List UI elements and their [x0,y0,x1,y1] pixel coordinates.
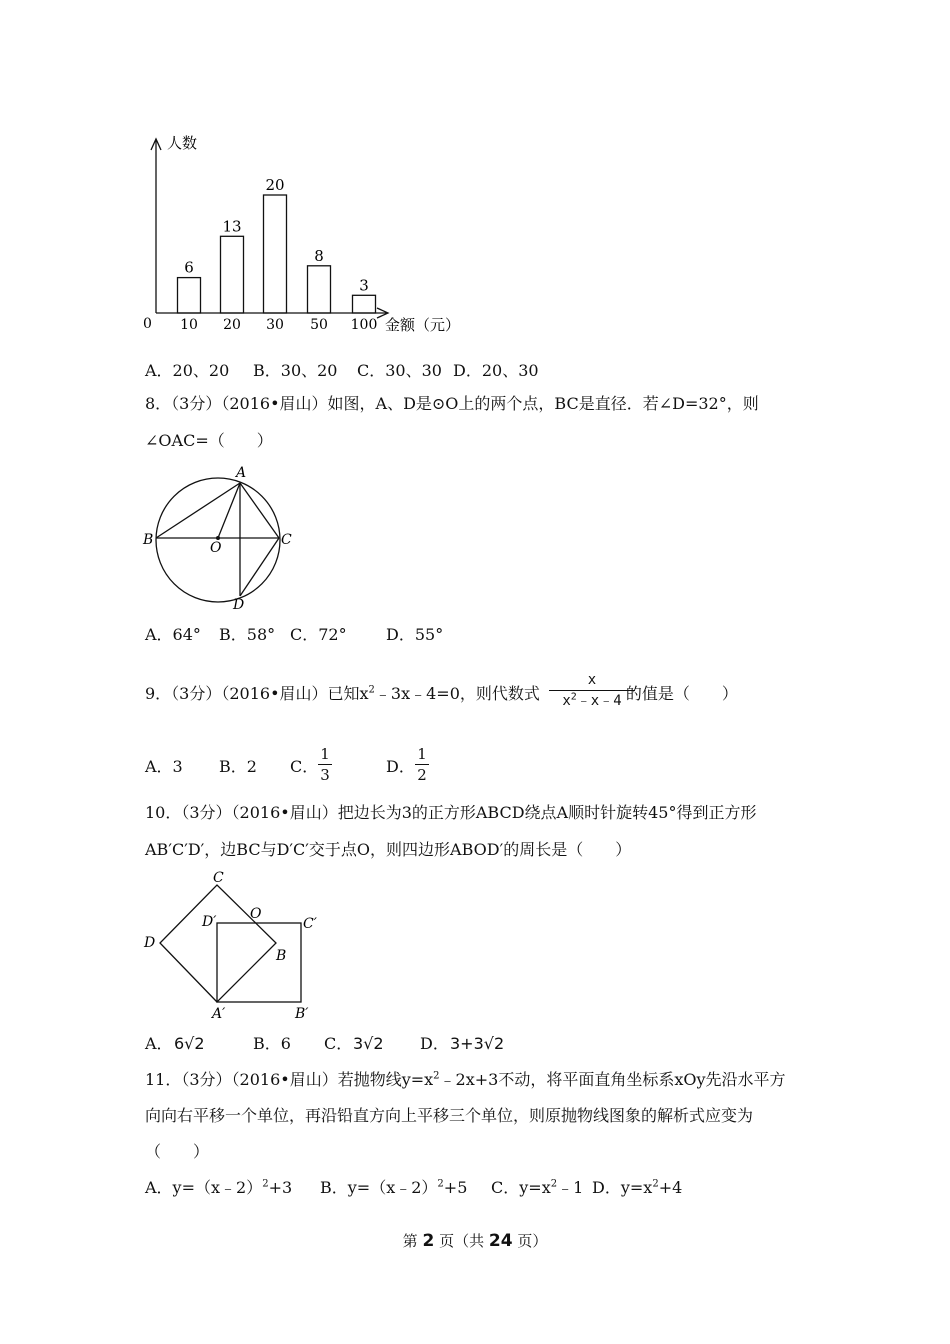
label-d: D [233,597,245,613]
bar-value-label: 6 [184,258,194,277]
q11-option-d: D．$y=x^2+4$ [592,1178,683,1197]
q8-option-c: C．72° [290,625,347,644]
q10-option-a-label: A． [145,1034,173,1053]
q8-stem-line2: ∠OAC=（ ） [145,431,273,450]
current-page-number: 2 [422,1231,435,1251]
label-a: A [236,465,247,481]
q7-option-b: B．30、20 [253,361,338,380]
bar-30 [264,195,287,313]
label-a-prime: A′ [212,1006,226,1022]
bar-value-label: 13 [222,217,242,236]
q8-option-a: A．64° [145,625,201,644]
q11-option-c: C．$y=x^2﹣1$ [491,1178,584,1197]
bar-50 [308,266,331,313]
x-tick-label: 100 [350,317,378,333]
q9-prefix: 9．（3分）（2016•眉山）已知x [145,684,369,703]
bar-20 [221,236,244,313]
q10-option-c-label: C． [324,1034,353,1053]
q7-option-d: D．20、30 [453,361,539,380]
q9-sup: 2 [368,684,375,696]
q9-option-c-fraction: 1 3 [318,745,332,784]
x-tick-label: 30 [266,317,284,333]
label-o: O [250,906,262,922]
x-tick-label: 10 [180,317,198,333]
q9-middle: ﹣3x﹣4=0，则代数式 [374,684,540,703]
q9-frac-den: $x^2﹣x﹣4$ [562,691,622,709]
x-tick-label: 20 [223,317,241,333]
q9-option-b: B．2 [219,757,257,776]
y-axis-label: 人数 [167,134,198,152]
bars-group [178,176,378,333]
q9-option-c-label: C． [290,757,319,776]
page-footer: 第 2 页（共 24 页） [402,1231,548,1251]
q10-option-d-label: D． [420,1034,449,1053]
q11-stem-line2: 向向右平移一个单位，再沿铅直方向上平移三个单位，则原抛物线图象的解析式应变为 [145,1106,754,1125]
q9-option-d-label: D． [386,757,415,776]
q11-option-b: B．y=（x﹣2）$^2$+5 [320,1178,468,1197]
q9-option-d-fraction: 1 2 [415,745,429,784]
q7-option-c: C．30、30 [357,361,442,380]
q8-stem-line1: 8．（3分）（2016•眉山）如图，A、D是⊙O上的两个点，BC是直径．若∠D=32°，则 [145,394,759,413]
bar-10 [178,278,201,313]
label-d-prime: D′ [202,914,217,930]
q10-option-c-value: 3√2 [353,1034,384,1053]
q10-stem-line2: AB′C′D′，边BC与D′C′交于点O，则四边形ABOD′的周长是（ ） [145,840,632,859]
square-abcd [160,885,276,1002]
label-b-prime: B′ [295,1006,309,1022]
total-page-number: 24 [488,1231,513,1251]
origin-label: 0 [143,316,152,332]
q9-frac-num: x [587,672,597,688]
q9-fraction [549,671,635,710]
bar-value-label: 20 [265,176,285,194]
q11-stem-line3: （ ） [145,1142,210,1161]
label-b: B [143,532,154,548]
q9-stem [145,684,738,704]
q8-circle-figure [140,460,310,620]
q11-option-a: A．y=（x﹣2）$^2$+3 [145,1178,293,1197]
label-o: O [210,540,222,556]
x-axis-label: 金额（元） [385,316,461,334]
q10-square-figure [140,868,330,1028]
label-b: B [276,948,287,964]
x-tick-label: 50 [310,317,328,333]
q10-option-b: B．6 [253,1034,291,1053]
label-d: D [144,935,156,951]
q10-option-a-value: 6√2 [174,1034,205,1053]
q9-suffix: 的值是（ ） [625,684,738,703]
q11-stem-line1: 11．（3分）（2016•眉山）若抛物线$y=x^2﹣2x+3$不动，将平面直角坐标系xOy先沿水平方 [145,1070,786,1089]
bar-chart [135,130,475,340]
q8-option-b: B．58° [219,625,276,644]
q10-stem-line1: 10．（3分）（2016•眉山）把边长为3的正方形ABCD绕点A顺时针旋转45°得到正方形 [145,803,757,822]
segment-ao [218,483,240,538]
q7-option-a: A．20、20 [145,361,230,380]
bar-value-label: 3 [359,276,369,295]
label-c: C [213,870,224,886]
q8-option-d: D．55° [386,625,444,644]
segment-ab [156,483,240,538]
label-c-prime: C′ [303,916,317,932]
bar-value-label: 8 [314,246,324,265]
bar-100 [353,295,376,313]
q10-option-d-value: 3+3√2 [450,1034,505,1053]
label-c: C [281,532,292,548]
q9-option-a: A．3 [145,757,183,776]
